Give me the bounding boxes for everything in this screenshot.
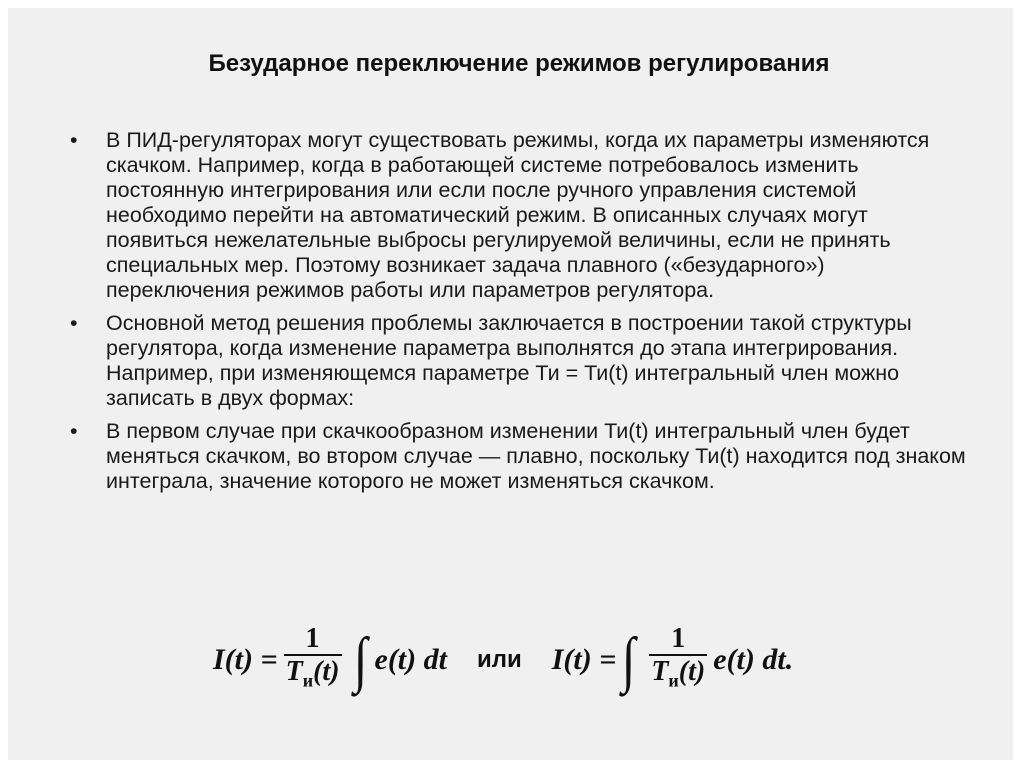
slide-title: Безударное переключение режимов регулирования: [208, 50, 830, 77]
denominator-t: T: [651, 655, 669, 687]
bullet-dot: •: [70, 419, 78, 443]
formula-lhs: I(t) =: [213, 643, 278, 676]
formula-integrand: e(t) dt.: [713, 643, 794, 676]
integral-sign: ∫: [353, 626, 367, 694]
bullet-dot: •: [70, 311, 78, 335]
bullet-item: [70, 311, 970, 411]
bullet-dot: •: [70, 128, 78, 152]
bullet-text: В первом случае при скачкообразном изменении Ти(t) интегральный член будет меняться скачком, во втором случае — плавно, поскольку Ти(t) находится под знаком интеграла, значение которого не может изменяться скачком.: [106, 419, 966, 493]
formula-integrand: e(t) dt: [374, 643, 447, 676]
bullet-item: [70, 128, 970, 303]
denominator-argument: (t): [678, 655, 706, 687]
formula-or: или: [476, 646, 522, 673]
denominator-argument: (t): [313, 655, 340, 687]
fraction-numerator: 1: [671, 622, 686, 654]
integral-sign: ∫: [622, 626, 636, 694]
formula-fraction: [284, 624, 342, 697]
denominator-subscript: и: [668, 670, 679, 691]
bullet-list: [70, 128, 970, 502]
denominator-t: T: [285, 655, 303, 687]
bullet-text: В ПИД-регуляторах могут существовать режимы, когда их параметры изменяются скачком. Например, когда в работающей системе потребовалось изменить постоянную интегрирования или если после ручного управления системой необходимо перейти на автоматический режим. В описанных случаях могут появиться нежелательные выбросы регулируемой величины, если не принять специальных мер. Поэтому возникает задача плавного («безударного») переключения режимов работы или параметров регулятора.: [106, 128, 930, 302]
fraction-numerator: 1: [305, 622, 320, 654]
formula-fraction: [649, 624, 707, 697]
denominator-subscript: и: [302, 670, 314, 691]
slide: [8, 8, 1013, 760]
fraction-denominator: [649, 656, 707, 697]
bullet-text: Основной метод решения проблемы заключается в построении такой структуры регулятора, когда изменение параметра выполнятся до этапа интегрирования. Например, при изменяющемся параметре Ти = Ти(t) интегральный член можно записать в двух формах:: [106, 311, 912, 410]
bullet-item: [70, 419, 970, 494]
integral-formula: [213, 620, 793, 700]
fraction-denominator: [284, 656, 342, 697]
formula-lhs: I(t) =: [551, 643, 617, 676]
